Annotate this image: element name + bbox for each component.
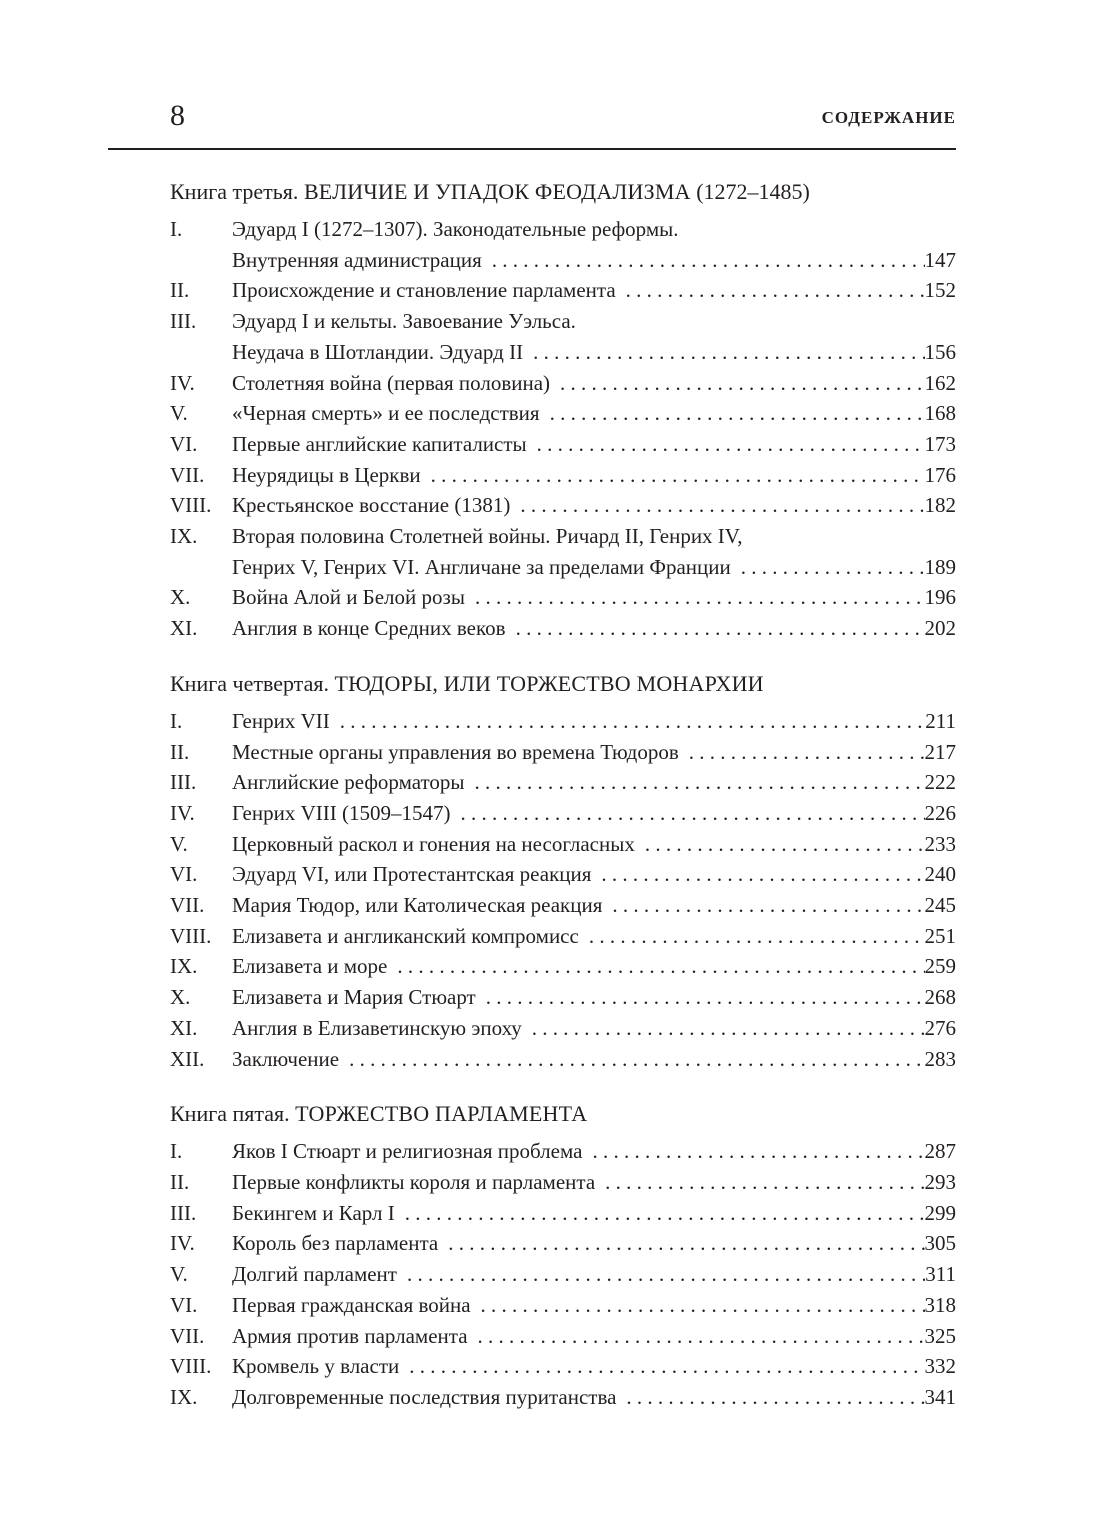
- toc-entry[interactable]: [170, 1259, 956, 1290]
- dot-leader: [635, 829, 925, 860]
- dot-leader: [465, 767, 925, 798]
- dot-leader: [591, 859, 924, 890]
- chapter-number: IX.: [170, 1384, 198, 1409]
- dot-leader: [540, 398, 925, 429]
- chapter-number: I.: [170, 217, 183, 241]
- chapter-title-line: Эдуард I (1272–1307). Законодательные реформы.: [232, 217, 679, 241]
- chapter-number: IX.: [170, 524, 198, 549]
- page-number: 8: [170, 99, 185, 132]
- chapter-title-block: [232, 1013, 956, 1044]
- toc-entry[interactable]: [170, 490, 956, 521]
- page-ref: 287: [924, 1139, 956, 1164]
- page-ref: 299: [924, 1200, 956, 1225]
- chapter-title-final-line: [232, 1259, 956, 1290]
- chapter-title-block: [232, 921, 956, 952]
- toc-entry[interactable]: [170, 767, 956, 798]
- toc-entry[interactable]: [170, 1167, 956, 1198]
- section-title: ТЮДОРЫ, ИЛИ ТОРЖЕСТВО МОНАРХИИ: [334, 670, 764, 696]
- page-ref: 189: [924, 554, 956, 579]
- chapter-title-final-line: [232, 429, 956, 460]
- page-ref: 268: [924, 985, 956, 1010]
- chapter-title-line: Вторая половина Столетней войны. Ричард II, Генрих IV,: [232, 524, 743, 549]
- chapter-number: VI.: [170, 862, 198, 887]
- chapter-title: Первая гражданская война: [232, 1292, 471, 1317]
- chapter-title-block: [232, 275, 956, 306]
- page-ref: 245: [924, 893, 956, 918]
- page-ref: 168: [924, 401, 956, 426]
- section-label: Книга третья.: [170, 179, 299, 204]
- section-years: (1272–1485): [696, 179, 810, 204]
- chapter-title-final-line: [232, 829, 956, 860]
- toc-entry[interactable]: [170, 1321, 956, 1352]
- chapter-number: VIII.: [170, 1354, 212, 1379]
- dot-leader: [395, 1198, 925, 1229]
- chapter-title-block: [232, 798, 956, 829]
- toc-entry[interactable]: [170, 1198, 956, 1229]
- page-ref: 311: [925, 1262, 956, 1287]
- chapter-title-final-line: [232, 921, 956, 952]
- toc-entry[interactable]: [170, 1351, 956, 1382]
- page-ref: 226: [924, 800, 956, 825]
- chapter-title: Война Алой и Белой розы: [232, 585, 465, 610]
- toc-entry[interactable]: [170, 521, 956, 582]
- chapter-number: VII.: [170, 1323, 205, 1348]
- chapter-title: Заключение: [232, 1046, 340, 1071]
- chapter-title-block: [232, 1167, 956, 1198]
- chapter-title: Долговременные последствия пуританства: [232, 1384, 617, 1409]
- toc-entry[interactable]: [170, 1228, 956, 1259]
- page-ref: 276: [924, 1015, 956, 1040]
- chapter-title: Англия в Елизаветинскую эпоху: [232, 1015, 522, 1040]
- chapter-title-final-line: [232, 337, 956, 368]
- page-ref: 182: [924, 493, 956, 518]
- chapter-number: III.: [170, 309, 197, 334]
- dot-leader: [471, 1290, 925, 1321]
- chapter-title-final-line: [232, 460, 956, 491]
- chapter-title-final-line: [232, 1382, 956, 1413]
- page-ref: 332: [924, 1354, 956, 1379]
- chapter-title: Генрих VIII (1509–1547): [232, 800, 451, 825]
- chapter-title-final-line: [232, 368, 956, 399]
- section-heading: [170, 662, 956, 706]
- chapter-title-block: [232, 890, 956, 921]
- chapter-title-block: [232, 214, 956, 275]
- chapter-title: Неурядицы в Церкви: [232, 462, 421, 487]
- dot-leader: [506, 613, 925, 644]
- toc-entry[interactable]: [170, 1382, 956, 1413]
- chapter-title: Мария Тюдор, или Католическая реакция: [232, 893, 603, 918]
- toc-entry[interactable]: [170, 214, 956, 275]
- chapter-title-final-line: [232, 1013, 956, 1044]
- chapter-title: Внутренняя администрация: [232, 247, 482, 272]
- chapter-number: V.: [170, 831, 188, 856]
- chapter-title-block: [232, 368, 956, 399]
- chapter-title-block: [232, 859, 956, 890]
- chapter-title-block: [232, 521, 956, 582]
- chapter-title: Местные органы управления во времена Тюдоров: [232, 739, 679, 764]
- chapter-title-block: [232, 613, 956, 644]
- chapter-title-final-line: [232, 1136, 956, 1167]
- page-ref: 202: [924, 616, 956, 641]
- toc-entry[interactable]: [170, 1136, 956, 1167]
- chapter-title-final-line: [232, 1321, 956, 1352]
- dot-leader: [602, 890, 924, 921]
- dot-leader: [510, 490, 924, 521]
- page-ref: 147: [924, 247, 956, 272]
- chapter-title-final-line: [232, 859, 956, 890]
- chapter-title-final-line: [232, 1290, 956, 1321]
- toc-entry[interactable]: [170, 582, 956, 613]
- running-title: СОДЕРЖАНИЕ: [821, 108, 956, 127]
- toc-entry[interactable]: [170, 613, 956, 644]
- chapter-title: Король без парламента: [232, 1231, 439, 1256]
- section-title: ТОРЖЕСТВО ПАРЛАМЕНТА: [295, 1101, 588, 1127]
- chapter-title-final-line: [232, 982, 956, 1013]
- chapter-title: Бекингем и Карл I: [232, 1200, 395, 1225]
- dot-leader: [616, 275, 925, 306]
- toc-entry[interactable]: [170, 398, 956, 429]
- chapter-title-final-line: [232, 1351, 956, 1382]
- toc-entry[interactable]: [170, 921, 956, 952]
- chapter-title-block: [232, 582, 956, 613]
- chapter-number: X.: [170, 985, 191, 1010]
- chapter-number: III.: [170, 1200, 197, 1225]
- dot-leader: [550, 368, 924, 399]
- toc-entry[interactable]: [170, 859, 956, 890]
- section-heading: [170, 170, 956, 214]
- page-ref: 293: [924, 1169, 956, 1194]
- page-ref: 325: [924, 1323, 956, 1348]
- toc-entry[interactable]: [170, 306, 956, 367]
- page-ref: 305: [924, 1231, 956, 1256]
- toc-entry[interactable]: [170, 951, 956, 982]
- chapter-title-final-line: [232, 613, 956, 644]
- dot-leader: [397, 1259, 925, 1290]
- chapter-title: Долгий парламент: [232, 1262, 397, 1287]
- dot-leader: [330, 706, 926, 737]
- chapter-number: VI.: [170, 431, 198, 456]
- toc-entry[interactable]: [170, 460, 956, 491]
- chapter-number: I.: [170, 708, 183, 733]
- chapter-title-line: Эдуард I и кельты. Завоевание Уэльса.: [232, 309, 576, 334]
- chapter-number: III.: [170, 770, 197, 795]
- page-ref: 341: [924, 1384, 956, 1409]
- chapter-title: Генрих V, Генрих VI. Англичане за пределами Франции: [232, 554, 731, 579]
- chapter-title-block: [232, 982, 956, 1013]
- page-ref: 152: [924, 278, 956, 303]
- chapter-title-block: [232, 306, 956, 367]
- toc-entry[interactable]: [170, 275, 956, 306]
- chapter-number: XII.: [170, 1046, 205, 1071]
- section-heading: [170, 1092, 956, 1136]
- chapter-title: Англия в конце Средних веков: [232, 616, 506, 641]
- chapter-title-block: [232, 490, 956, 521]
- toc-entry[interactable]: [170, 737, 956, 768]
- toc-entry[interactable]: [170, 1290, 956, 1321]
- chapter-title-final-line: [232, 951, 956, 982]
- chapter-title-final-line: [232, 706, 956, 737]
- toc-entry[interactable]: [170, 982, 956, 1013]
- section-label: Книга пятая.: [170, 1101, 290, 1127]
- chapter-title-final-line: [232, 767, 956, 798]
- chapter-title: Эдуард VI, или Протестантская реакция: [232, 862, 592, 887]
- toc-entry[interactable]: [170, 1044, 956, 1075]
- toc-entry[interactable]: [170, 829, 956, 860]
- chapter-title-block: [232, 1198, 956, 1229]
- chapter-title: Елизавета и море: [232, 954, 388, 979]
- dot-leader: [579, 921, 925, 952]
- page-ref: 196: [924, 585, 956, 610]
- page-ref: 156: [924, 339, 956, 364]
- page-ref: 173: [924, 431, 956, 456]
- page-ref: 259: [924, 954, 956, 979]
- chapter-title-block: [232, 706, 956, 737]
- dot-leader: [731, 552, 925, 583]
- toc-section: [170, 662, 956, 1074]
- chapter-title: Елизавета и англиканский компромисс: [232, 923, 579, 948]
- dot-leader: [468, 1321, 925, 1352]
- chapter-number: IV.: [170, 1231, 195, 1256]
- dot-leader: [339, 1044, 924, 1075]
- chapter-number: VI.: [170, 1292, 198, 1317]
- chapter-number: IX.: [170, 954, 198, 979]
- dot-leader: [523, 337, 924, 368]
- dot-leader: [399, 1351, 924, 1382]
- dot-leader: [522, 1013, 925, 1044]
- page-ref: 240: [924, 862, 956, 887]
- page-ref: 233: [924, 831, 956, 856]
- chapter-title: Кромвель у власти: [232, 1354, 400, 1379]
- chapter-title-final-line: [232, 582, 956, 613]
- chapter-title-block: [232, 1136, 956, 1167]
- page-header: [108, 96, 956, 156]
- chapter-number: VII.: [170, 893, 205, 918]
- chapter-number: II.: [170, 278, 190, 303]
- chapter-title: Яков I Стюарт и религиозная проблема: [232, 1139, 583, 1164]
- chapter-title-block: [232, 1290, 956, 1321]
- chapter-number: IV.: [170, 370, 195, 395]
- chapter-title-final-line: [232, 245, 956, 276]
- chapter-title-block: [232, 951, 956, 982]
- toc-section: [170, 170, 956, 644]
- section-label: Книга четвертая.: [170, 670, 329, 696]
- dot-leader: [616, 1382, 924, 1413]
- page-ref: 217: [924, 739, 956, 764]
- chapter-number: VII.: [170, 462, 205, 487]
- chapter-title: Неудача в Шотландии. Эдуард II: [232, 339, 524, 364]
- toc-entry[interactable]: [170, 429, 956, 460]
- chapter-number: V.: [170, 1262, 188, 1287]
- chapter-title-final-line: [232, 1167, 956, 1198]
- chapter-title: Первые английские капиталисты: [232, 431, 527, 456]
- chapter-title-final-line: [232, 552, 956, 583]
- chapter-title-block: [232, 737, 956, 768]
- page-ref: 162: [924, 370, 956, 395]
- chapter-title-block: [232, 1382, 956, 1413]
- chapter-number: XI.: [170, 616, 198, 641]
- page-ref: 211: [925, 708, 956, 733]
- chapter-title: Крестьянское восстание (1381): [232, 493, 511, 518]
- dot-leader: [527, 429, 925, 460]
- dot-leader: [482, 245, 925, 276]
- page-ref: 176: [924, 462, 956, 487]
- chapter-title: Армия против парламента: [232, 1323, 468, 1348]
- chapter-title-block: [232, 398, 956, 429]
- chapter-number: II.: [170, 1169, 190, 1194]
- chapter-title-block: [232, 1228, 956, 1259]
- dot-leader: [387, 951, 924, 982]
- page-ref: 251: [924, 923, 956, 948]
- chapter-title-final-line: [232, 490, 956, 521]
- chapter-number: XI.: [170, 1015, 198, 1040]
- chapter-title-final-line: [232, 275, 956, 306]
- table-of-contents: [170, 170, 956, 1431]
- chapter-number: II.: [170, 739, 190, 764]
- page-ref: 222: [924, 770, 956, 795]
- header-rule: [108, 148, 956, 150]
- toc-entry[interactable]: [170, 1013, 956, 1044]
- chapter-title: «Черная смерть» и ее последствия: [232, 401, 540, 426]
- chapter-title: Генрих VII: [232, 708, 330, 733]
- chapter-number: VIII.: [170, 493, 212, 518]
- dot-leader: [595, 1167, 924, 1198]
- chapter-title-block: [232, 1321, 956, 1352]
- chapter-title-final-line: [232, 1198, 956, 1229]
- chapter-title: Елизавета и Мария Стюарт: [232, 985, 476, 1010]
- chapter-number: X.: [170, 585, 191, 610]
- dot-leader: [679, 737, 925, 768]
- chapter-title-final-line: [232, 1044, 956, 1075]
- chapter-title: Столетняя война (первая половина): [232, 370, 551, 395]
- chapter-title-final-line: [232, 398, 956, 429]
- dot-leader: [582, 1136, 924, 1167]
- chapter-title-block: [232, 829, 956, 860]
- chapter-title: Происхождение и становление парламента: [232, 278, 616, 303]
- chapter-number: IV.: [170, 800, 195, 825]
- chapter-title-block: [232, 767, 956, 798]
- section-title: ВЕЛИЧИЕ И УПАДОК ФЕОДАЛИЗМА: [303, 179, 691, 204]
- dot-leader: [450, 798, 924, 829]
- chapter-title-block: [232, 460, 956, 491]
- chapter-title-block: [232, 1044, 956, 1075]
- chapter-number: V.: [170, 401, 188, 426]
- page-ref: 318: [924, 1292, 956, 1317]
- chapter-title-block: [232, 1259, 956, 1290]
- chapter-title-final-line: [232, 890, 956, 921]
- toc-entry[interactable]: [170, 798, 956, 829]
- chapter-title-block: [232, 429, 956, 460]
- chapter-title-final-line: [232, 1228, 956, 1259]
- chapter-number: VIII.: [170, 923, 212, 948]
- chapter-title-final-line: [232, 798, 956, 829]
- chapter-title: Английские реформаторы: [232, 770, 465, 795]
- chapter-title: Первые конфликты короля и парламента: [232, 1169, 596, 1194]
- toc-entry[interactable]: [170, 890, 956, 921]
- toc-entry[interactable]: [170, 368, 956, 399]
- dot-leader: [421, 460, 925, 491]
- dot-leader: [476, 982, 925, 1013]
- page-ref: 283: [924, 1046, 956, 1071]
- toc-entry[interactable]: [170, 706, 956, 737]
- chapter-number: I.: [170, 1139, 183, 1164]
- dot-leader: [465, 582, 925, 613]
- chapter-title-final-line: [232, 737, 956, 768]
- dot-leader: [438, 1228, 924, 1259]
- chapter-title-block: [232, 1351, 956, 1382]
- toc-section: [170, 1092, 956, 1412]
- chapter-title: Церковный раскол и гонения на несогласных: [232, 831, 635, 856]
